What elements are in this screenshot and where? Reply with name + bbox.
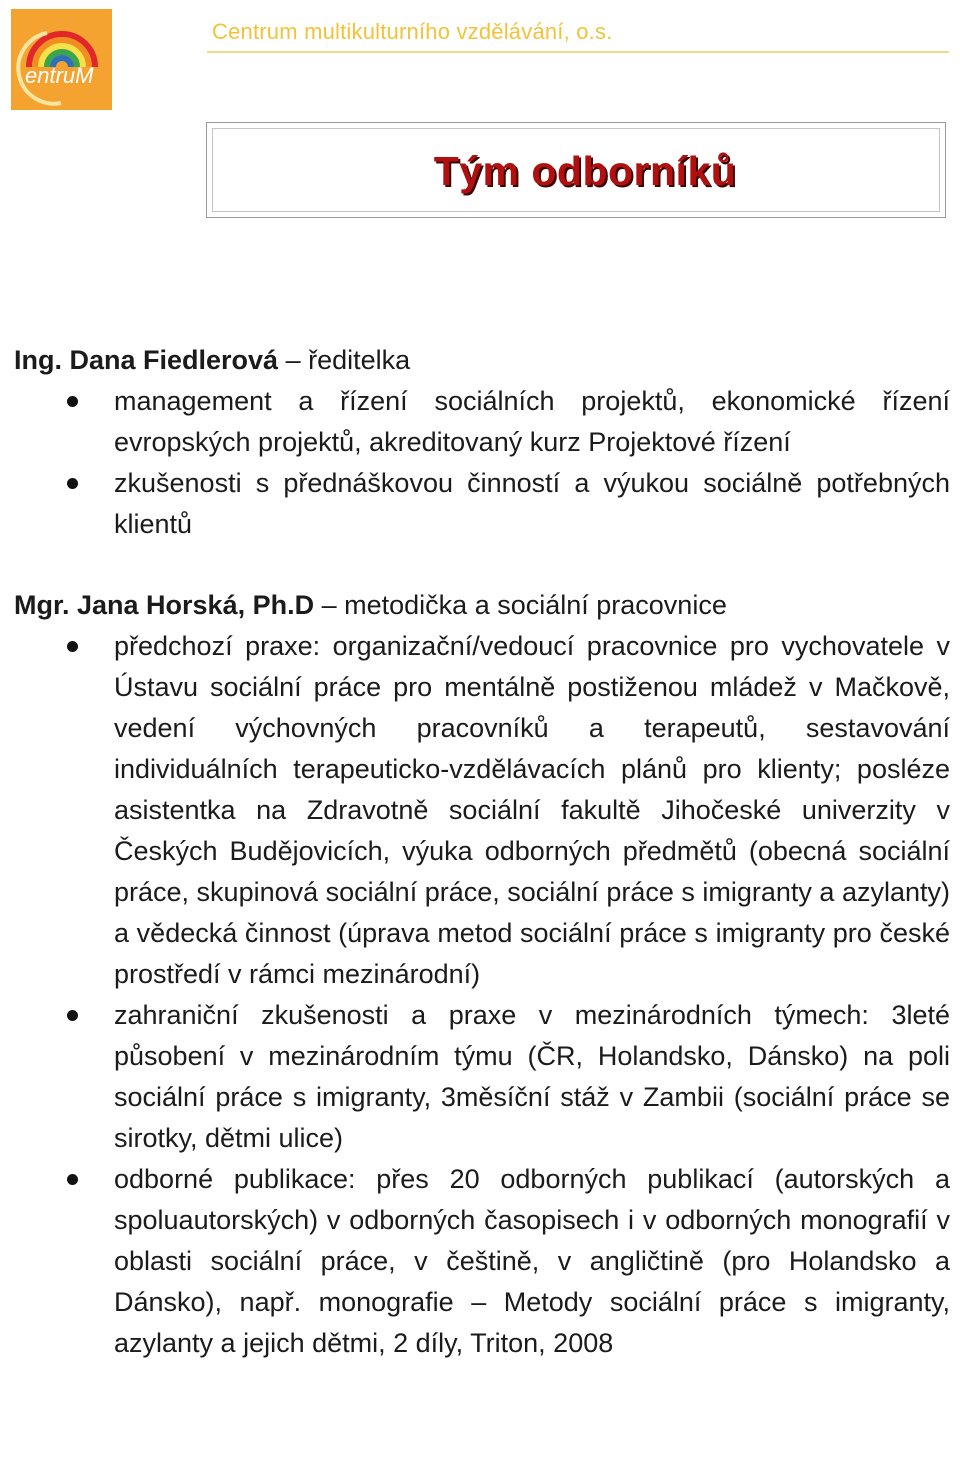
centrum-logo [11, 9, 112, 110]
team-list [14, 340, 950, 1364]
person-details [14, 626, 950, 1364]
person-details [14, 381, 950, 545]
list-item: zahraniční zkušenosti a praxe v mezinárodních týmech: 3leté působení v mezinárodním týmu (ČR, Holandsko, Dánsko) na poli sociální práce s imigranty, 3měsíční stáž v Zambii (sociální práce se sirotky, dětmi ulice) [14, 995, 950, 1159]
dash: – [314, 590, 345, 620]
person-name: Mgr. Jana Horská, Ph.D [14, 590, 315, 620]
organization-name: Centrum multikulturního vzdělávání, o.s. [212, 19, 613, 44]
person-role: ředitelka [308, 345, 411, 375]
list-item: management a řízení sociálních projektů, ekonomické řízení evropských projektů, akreditovaný kurz Projektové řízení [14, 381, 950, 463]
bullet-icon [67, 396, 78, 407]
list-item: odborné publikace: přes 20 odborných publikací (autorských a spoluautorských) v odborných časopisech i v odborných monografií v oblasti sociální práce, v češtině, v angličtině (pro Holandsko a Dánsko), např. monografie – Metody sociální práce s imigranty, azylanty a jejich dětmi, 2 díly, Triton, 2008 [14, 1159, 950, 1364]
page-title: Tým odborníků [433, 148, 737, 194]
list-item: zkušenosti s přednáškovou činností a výukou sociálně potřebných klientů [14, 463, 950, 545]
bullet-icon [67, 1174, 78, 1185]
person-role: metodička a sociální pracovnice [344, 590, 727, 620]
bullet-icon [67, 1010, 78, 1021]
person-heading [14, 340, 950, 381]
person-heading [14, 585, 950, 626]
person-name: Ing. Dana Fiedlerová [14, 345, 279, 375]
header-rule [207, 51, 949, 53]
dash: – [278, 345, 309, 375]
bullet-icon [67, 641, 78, 652]
bullet-icon [67, 478, 78, 489]
list-item: předchozí praxe: organizační/vedoucí pracovnice pro vychovatele v Ústavu sociální práce pro mentálně postiženou mládež v Mačkově, vedení výchovných pracovníků a terapeutů, sestavování individuálních terapeuticko-vzdělávacích plánů pro klienty; posléze asistentka na Zdravotně sociální fakultě Jihočeské univerzity v Českých Budějovicích, výuka odborných předmětů (obecná sociální práce, skupinová sociální práce, sociální práce s imigranty a azylanty) a vědecká činnost (úprava metod sociální práce s imigranty pro české prostředí v rámci mezinárodní) [14, 626, 950, 995]
logo-text: entruM [25, 63, 94, 88]
